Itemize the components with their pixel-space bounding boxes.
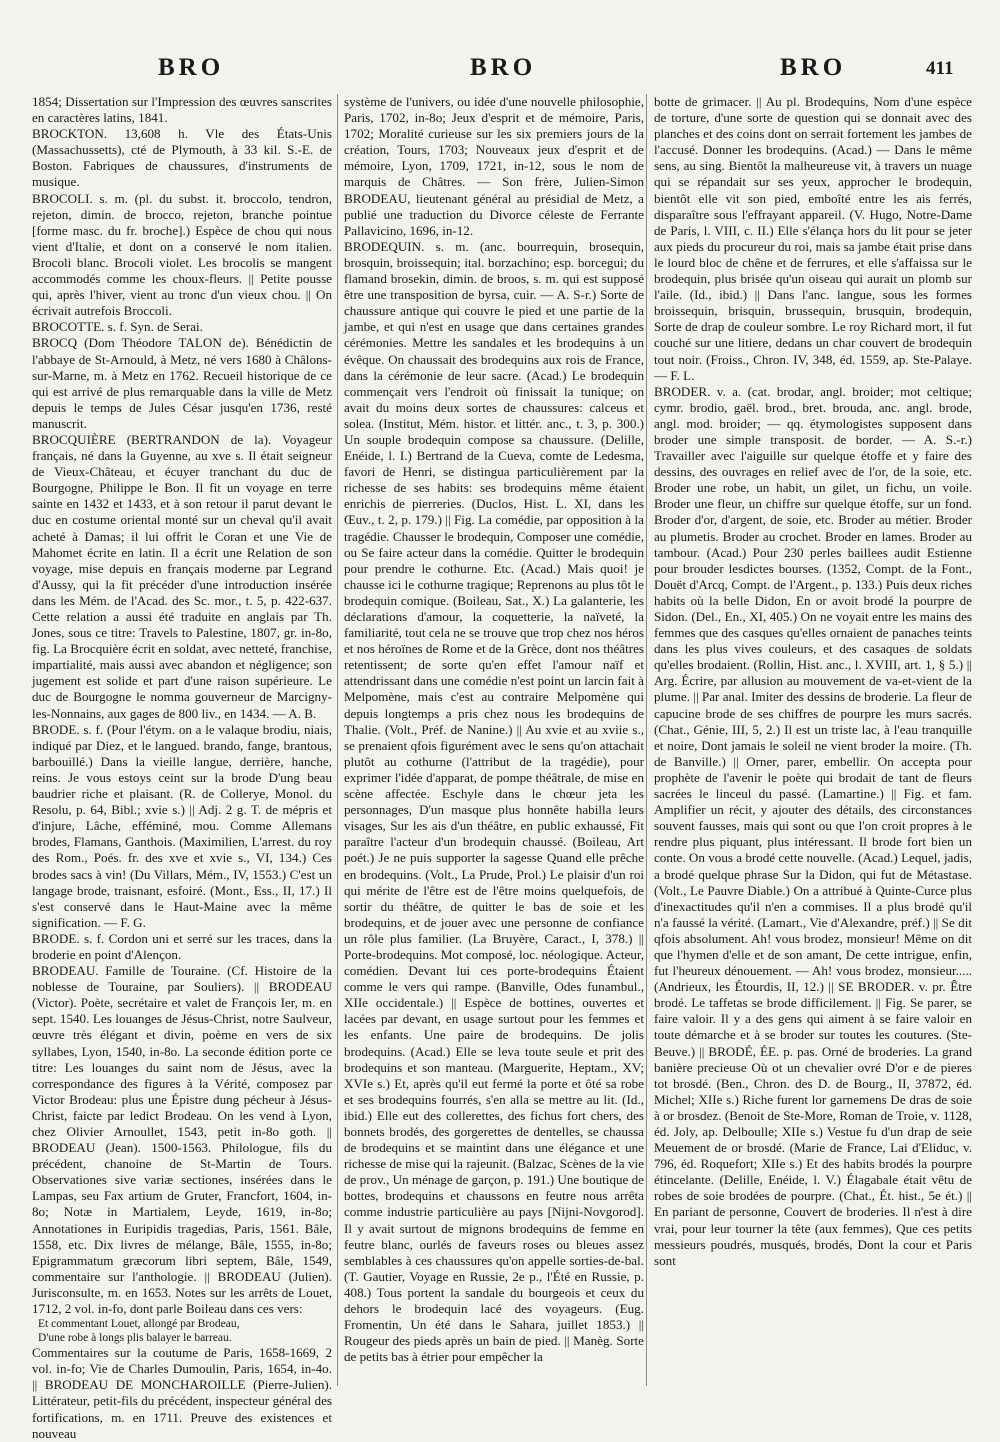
running-head-right: BRO: [780, 54, 847, 81]
entry-paragraph: BROCOLI. s. m. (pl. du subst. it. broccolo, tendron, rejeton, dimin. de brocco, rejeton, branche pointue [forme masc. du fr. broche].) Espèce de chou qui nous vient d'Italie, et dont on a conservé le nom italien. Brocoli blanc. Brocoli violet. Les brocolis se mangent accommodés comme les choux-fleurs. || Petite pousse qui, après l'hiver, vient au tronc d'un vieux chou. || On écrivait autrefois Broccoli.: [32, 190, 332, 319]
entry-paragraph: système de l'univers, ou idée d'une nouvelle philosophie, Paris, 1702, in-8o; Jeux d'esprit et de mémoire, Paris, 1702; Moralité curieuse sur les six premiers jours de la création, Tours, 1703; Nouveaux jeux d'esprit et de mémoire, Lyon, 1709, 1721, in-12, sous le nom de marquis de Châtres. — Son frère, Julien-Simon BRODEAU, lieutenant général au présidial de Metz, a publié une traduction du Divorce céleste de Ferrante Pallavicino, 1696, in-12.: [344, 94, 644, 238]
entry-paragraph: BRODEAU. Famille de Touraine. (Cf. Histoire de la noblesse de Touraine, par Souliers). || BRODEAU (Victor). Poète, secrétaire et valet de François Ier, m. en sept. 1540. Les louanges de Jésus-Christ, notre Saulveur, œuvre très élégant et divin, poème en vers de six syllabes, Lyon, 1540, in-8o. La seconde édition porte ce titre: Les louanges du saint nom de Jésus, avec la correspondance des figures à la Vérité, composez par Victor Brodeau: plus une Épistre dung pécheur à Jésus-Christ, faicte par ledict Brodeau. On les vend à Lyon, chez Olivier Arnoullet, 1543, petit in-8o goth. || BRODEAU (Jean). 1500-1563. Philologue, fils du précédent, chanoine de St-Martin de Tours. Observationes sive variæ sectiones, insérées dans le Lampas, seu Fax artium de Gruter, Francfort, 1604, in-8o; Notæ in Martialem, Leyde, 1619, in-8o; Annotationes in Euripidis tragedias, Paris, 1561. Bâle, 1558, etc. Dix livres de mélange, Bâle, 1555, in-8o; Epigrammatum græcorum libri septem, Bâle, 1549, commentaire sur l'anthologie. || BRODEAU (Julien). Jurisconsulte, m. en 1653. Notes sur les arrêts de Louet, 1712, 2 vol. in-fo, dont parle Boileau dans ces vers:: [32, 963, 332, 1317]
column-divider: [337, 94, 338, 1386]
entry-paragraph: Commentaires sur la coutume de Paris, 1658-1669, 2 vol. in-fo; Vie de Charles Dumoulin, Paris, 1654, in-4o. || BRODEAU DE MONCHAROILLE (Pierre-Julien). Littérateur, petit-fils du précédent, inspecteur général des fortifications, m. en 1711. Preuve des existences et nouveau: [32, 1345, 332, 1441]
entry-paragraph: BRODE. s. f. Cordon uni et serré sur les traces, dans la broderie en point d'Alençon.: [32, 930, 332, 962]
entry-paragraph: BROCQUIÈRE (BERTRANDON de la). Voyageur français, né dans la Guyenne, au xve s. Il était seigneur de Vieux-Château, et écuyer tranchant du duc de Bourgogne, Philippe le Bon. Il fit un voyage en terre sainte en 1432 et 1433, et à son retour il parut devant le duc en costume oriental monté sur un cheval qu'il avait acheté à Damas; il lui offrit le Coran et une Vie de Mahomet écrite en latin. Il a écrit une Relation de son voyage, mise depuis en français moderne par Legrand d'Aussy, qui la fit précéder d'une introduction insérée dans les Mém. de l'Acad. des Sc. mor., t. 5, p. 422-637. Cette relation a aussi été traduite en anglais par Th. Jones, sous ce titre: Travels to Palestine, 1807, gr. in-8o, fig. La Brocquière écrit en soldat, avec netteté, franchise, impartialité, mais aussi avec abandon et négligence; son jugement est solide et part d'une raison supérieure. Le duc de Bourgogne le nomma gouverneur de Marcigny-les-Nonnains, aux gages de 800 liv., en 1434. — A. B.: [32, 431, 332, 721]
text-column-3: [654, 94, 972, 1390]
verse-line: Et commentant Louet, allongé par Brodeau,: [38, 1318, 240, 1331]
text-column-1: [32, 94, 332, 1441]
entry-paragraph: botte de grimacer. || Au pl. Brodequins, Nom d'une espèce de torture, d'une sorte de question qui se donnait avec des planches et des coins dont on serrait fortement les jambes de l'accusé. Donner les brodequins. (Acad.) — Dans le même sens, au sing. Bientôt la malheureuse vit, à travers un nuage qui se répandait sur ses yeux, approcher le brodequin, bientôt elle vit son pied, emboîté entre les ais ferrés, disparaître sous l'effrayant appareil. (V. Hugo, Notre-Dame de Paris, l. VIII, c. II.) Elle s'élança hors du lit pour se jeter aux pieds du procureur du roi, mais sa jambe était prise dans le lourd bloc de chêne et de ferrures, et elle s'affaissa sur le brodequin, plus brisée qu'un oiseau qui aurait un plomb sur l'aile. (Id., ibid.) || Dans l'anc. langue, sous les formes broissequin, brisquin, brussequin, brusquin, brodequin, Sorte de drap de couleur sombre. Le roy Richard mort, il fut couché sur une litiere, dedans un char couvert de brodequin tout noir. (Froiss., Chron. IV, 348, éd. 1559, ap. Ste-Palaye. — F. L.: [654, 94, 972, 383]
entry-paragraph: BROCKTON. 13,608 h. Vle des États-Unis (Massachussetts), cté de Plymouth, à 33 kil. S.-E. de Boston. Fabriques de chaussures, d'instruments de musique.: [32, 126, 332, 190]
running-head-center: BRO: [470, 54, 537, 81]
verse-line: D'une robe à longs plis balayer le barreau.: [38, 1332, 232, 1345]
entry-paragraph: BRODER. v. a. (cat. brodar, angl. broider; mot celtique; cymr. brodio, gaël. brod., bret. brouda, anc. angl. brode, angl. mod. broider; — qq. étymologistes supposent dans broder une simple transposit. de border. — A. S.-r.) Travailler avec l'aiguille sur quelque étoffe et y faire des dessins, des ouvrages en relief avec de l'or, de la soie, etc. Broder une robe, un habit, un gilet, un fichu, un voile. Broder une fleur, un chiffre sur quelque étoffe, sur un fond. Broder d'or, d'argent, de soie, etc. Broder au métier. Broder au plumetis. Broder au crochet. Broder en lames. Broder au tambour. (Acad.) Pour 230 perles baillees audit Estienne pour brouder lesdictes bourses. (1352, Compt. de la Font., Douët d'Arcq, Compt. de l'Argent., p. 133.) Puis deux riches habits où la belle Didon, En or avoit brodé la pourpre de Sidon. (Del., En., XI, 405.) On ne voyait entre les mains des femmes que des casques qu'elles ornaient de panaches teints dans les plus vives couleurs, et des casaques de soldats qu'elles brodaient. (Rollin, Hist. anc., l. XVIII, art. 1, § 5.) || Arg. Écrire, par allusion au mouvement de va-et-vient de la plume. || Par anal. Imiter des dessins de broderie. La fleur de capucine brode de ses chiffres de pourpre les murs sacrés. (Chat., Génie, III, 5, 2.) Il est un triste lac, à l'eau tranquille et noire, Dont jamais le soleil ne vient broder la moire. (Th. de Banville.) || Orner, parer, embellir. On accepta pour prophète de l'avenir le poète qui brodait de tant de fleurs sacrées le linceul du passé. (Lamartine.) || Fig. et fam. Amplifier un récit, y ajouter des détails, des circonstances souvent fausses, mais qui sont ou que l'on croit propres à le rendre plus piquant, plus intéressant. Il brode fort bien un conte. On vous a brodé cette nouvelle. (Acad.) Lequel, jadis, a brodé quelque phrase Sur la Didon, qui fut de Métastase. (Volt., Le Pauvre Diable.) On a attribué à Quinte-Curce plus d'inexactitudes qu'il n'en a commises. Il a plus brodé qu'il n'a faussé la vérité. (Lamart., Vie d'Alexandre, préf.) || Se dit qfois absolument. Ah! vous brodez, monsieur! Même on dit que l'hymen d'elle et de son amant, De cette intrigue, enfin, fut l'heureux dénouement. — Ah! vous brodez, monsieur..... (Andrieux, les Étourdis, II, 12.) || SE BRODER. v. pr. Être brodé. Le taffetas se brode difficilement. || Fig. Se parer, se faire valoir. Il y a des gens qui aiment à se faire valoir en toute démarche et à se broder sur toutes les coutures. (Ste-Beuve.) || BRODÉ, ÉE. p. pas. Orné de broderies. La grand banière precieuse Où ot un chevalier ovré D'or e de pieres tot brosdé. (Ben., Chron. des D. de Bourg., II, 37872, éd. Michel; XIIe s.) Riche furent lor garnemens De dras de soie à or brosdez. (Benoit de Ste-More, Roman de Troie, v. 1128, éd. Joly, ap. Delboulle; XIIe s.) Vestue fu d'un drap de seie Meuement de or brosdé. (Marie de France, Lai d'Eliduc, v. 796, éd. Roquefort; XIIe s.) Et des habits brodés la pourpre étincelante. (Delille, Enéide, l. V.) Élagabale était vêtu de robes de soie brodées de pourpre. (Chat., Ét. hist., 5e ét.) || En pariant de personne, Couvert de broderies. Il n'est à dire vrai, pour leur tourner la tête (aux femmes), Que ces petits messieurs poudrés, musqués, brodés, Dont la cour et Paris sont: [654, 383, 972, 1268]
entry-paragraph: BROCQ (Dom Théodore TALON de). Bénédictin de l'abbaye de St-Arnould, à Metz, né vers 1680 à Châlons-sur-Marne, m. à Metz en 1762. Recueil historique de ce qui est arrivé de plus remarquable dans la ville de Metz depuis le temps de Jules César jusqu'en 1736, resté manuscrit.: [32, 335, 332, 431]
text-column-2: [344, 94, 644, 1390]
entry-paragraph: BRODEQUIN. s. m. (anc. bourrequin, brosequin, brosquin, broissequin; ital. borzachino; esp. borcegui; du flamand brosekin, dimin. de broos, s. m. qui est supposé être une transposition de byrsa, cuir. — A. S-r.) Sorte de chaussure antique qui couvre le pied et une partie de la jambe, et qui n'est en usage que dans certaines grandes cérémonies. Mettre les sandales et les brodequins à un évêque. On chaussait des brodequins aux rois de France, dans la cérémonie de leur sacre. (Acad.) Le brodequin commençait vers l'endroit où finissait la tunique; on avait du moins deux sortes de chaussures: calceus et solea. (Institut, Mém. histor. et littér. anc., t. 3, p. 300.) Un souple brodequin compose sa chaussure. (Delille, Enéide, l. I.) Bertrand de la Cueva, comte de Ledesma, favori de Henri, se distingua particulièrement par la richesse de ses habits: ses brodequins même étaient enrichis de pierreries. (Duclos, Hist. L. XI, dans les Œuv., t. 2, p. 179.) || Fig. La comédie, par opposition à la tragédie. Chausser le brodequin, Composer une comédie, ou Se faire acteur dans la comédie. Quitter le brodequin pour prendre le cothurne. Etc. (Acad.) Mais quoi! je chausse ici le cothurne tragique; Reprenons au plus tôt le brodequin comique. (Boileau, Sat., X.) La galanterie, les déclarations d'amour, la coquetterie, la naïveté, la familiarité, tout cela ne se trouve que trop chez nos héros et nos héroïnes de Rome et de la Grèce, dont nos théâtres retentissent; de sorte qu'en effet l'amour naïf et attendrissant dans une comédie n'est point un larcin fait à Melpomène, mais c'est au contraire Melpomène qui depuis longtemps a pris chez nous les brodequins de Thalie. (Volt., Préf. de Nanine.) || Au xvie et au xviie s., se prenaient qfois figurément avec le sens qu'on attachait plutôt au cothurne (l'attribut de la tragédie), pour exprimer l'idée d'apparat, de pompe théâtrale, de mise en scène affectée. Eschyle dans le chœur jeta les personnages, D'un masque plus honnête habilla leurs visages, Sur les ais d'un théâtre, en public exhaussé, Fit paraître l'acteur d'un brodequin chaussé. (Boileau, Art poét.) Je ne puis supporter la sagesse Quand elle prêche en brodequins. (Volt., La Prude, Prol.) Le plaisir d'un roi qui mérite de l'être est de l'être moins quelquefois, de sortir du théâtre, de quitter le bas de soie et les brodequins, et de jouer avec une personne de confiance un rôle plus familier. (La Bruyère, Caract., I, 378.) || Porte-brodequins. Mot composé, loc. néologique. Acteur, comédien. Devant lui ces porte-brodequins Étaient comme le vers qui rampe. (Banville, Odes funambul., XIIe occidentale.) || Espèce de bottines, ouvertes et lacées par devant, en usage surtout pour les femmes et les enfants. Une paire de brodequins. De jolis brodequins. (Acad.) Elle se leva toute seule et prit des brodequins et son manteau. (Marguerite, Heptam., XV; XVIe s.) Et, après qu'il eut fermé la porte et ôté sa robe et ses brodequins fourrés, s'en alla se mettre au lit. (Id., ibid.) Elle eut des collerettes, des fichus fort chers, des bonnets brodés, des gorgerettes de dentelles, se chaussa de brodequins et se maintint dans une élégance et une richesse de mise qui la rajeunit. (Balzac, Scènes de la vie de prov., Un ménage de garçon, p. 191.) Une boutique de bottes, brodequins et chaussons en feutre nous arrêta comme industrie particulière au pays [Nijni-Novgorod]. Il y avait surtout de mignons brodequins de femme en feutre blanc, ourlés de faveurs roses ou bleues assez semblables à ces chaussures qu'on appelle sorties-de-bal. (T. Gautier, Voyage en Russie, 2e p., l'Été en Russie, p. 408.) Tous portent la sandale du bourgeois et ceux du dehors le brodequin lacé des voyageurs. (Eug. Fromentin, Un été dans le Sahara, juillet 1853.) || Rougeur des pieds après un bain de pied. || Manèg. Sorte de petits bas à étrier pour empêcher la: [344, 238, 644, 1365]
entry-paragraph: BROCOTTE. s. f. Syn. de Serai.: [32, 319, 203, 335]
column-divider: [646, 94, 647, 1386]
entry-paragraph: BRODE. s. f. (Pour l'étym. on a le valaque brodiu, niais, indiqué par Diez, et le langued. brando, fange, brantous, barbouillé.) Dans la vieille langue, derrière, hanche, reins. Je vous estoys ceint sur la brode D'ung beau baudrier riche et plaisant. (R. de Collerye, Monol. du Resolu, p. 64, Bibl.; xvie s.) || Adj. 2 g. T. de mépris et d'injure, Lâche, efféminé, mou. Comme Allemans brodes, Flamans, Ganthois. (Maximilien, L'arrest. du roy des Rom., Poés. fr. des xve et xvie s., VI, 134.) Ces brodes sacs à vin! (Du Villars, Mém., IV, 1553.) C'est un langage brode, traisnant, esfoiré. (Mont., Ess., II, 17.) Il s'est conservé dans le Haut-Maine avec la même signification. — F. G.: [32, 721, 332, 930]
page-number: 411: [926, 58, 954, 79]
entry-paragraph: 1854; Dissertation sur l'Impression des œuvres sanscrites en caractères latins, 1841.: [32, 94, 332, 126]
running-head-left: BRO: [158, 54, 225, 81]
